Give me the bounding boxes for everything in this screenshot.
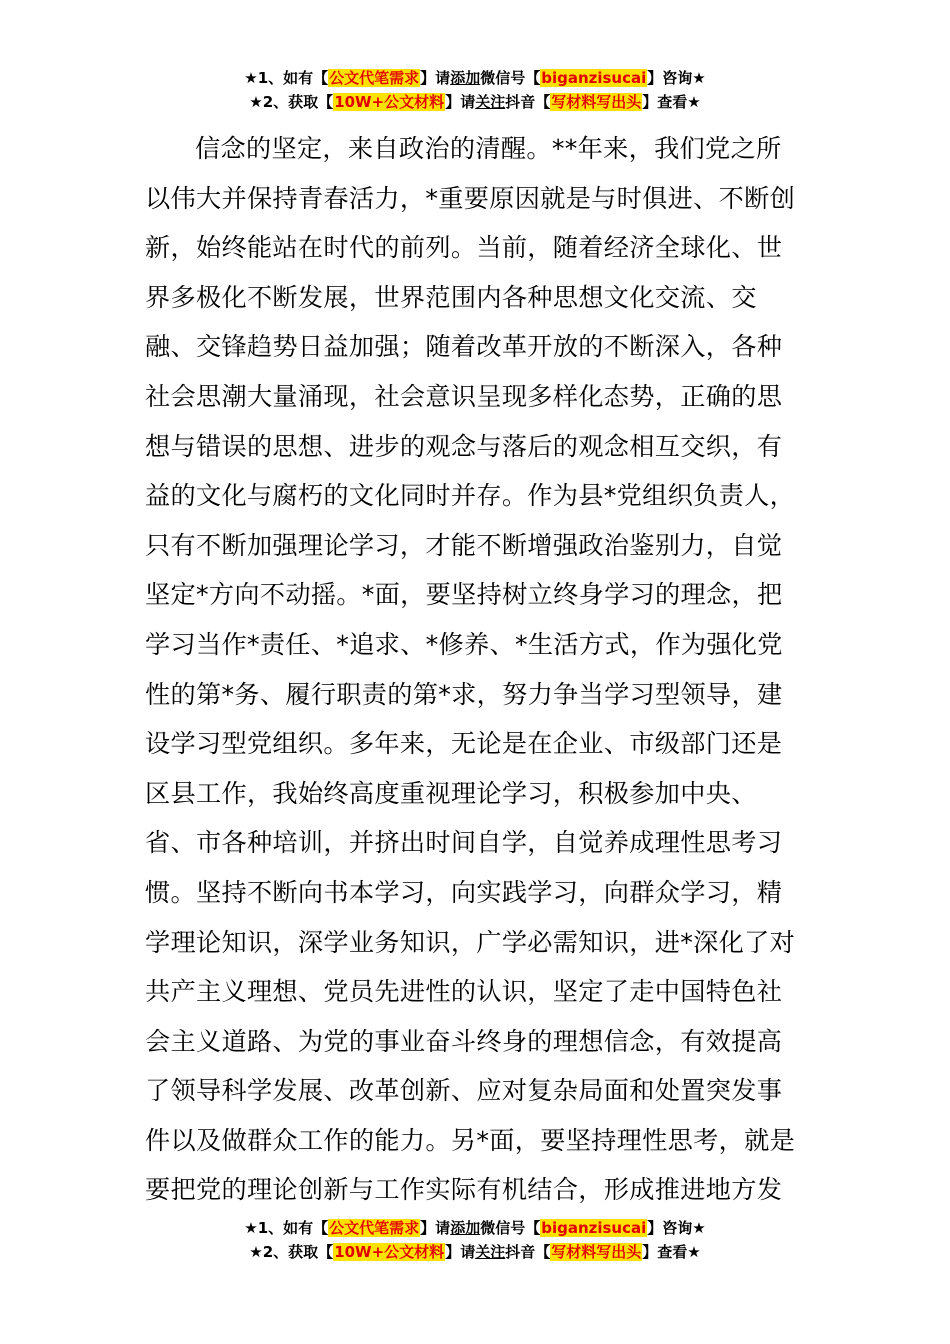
body-line: 惯。坚持不断向书本学习，向实践学习，向群众学习，精 [145,877,783,907]
body-line: 坚定*方向不动摇。*面，要坚持树立终身学习的理念，把 [145,580,783,610]
banner-text: 】请 [445,93,476,111]
body-line: 共产主义理想、党员先进性的认识，坚定了走中国特色社 [145,977,783,1007]
header-banner [0,66,950,114]
banner-text: 】请 [420,69,451,87]
banner-text: ★1、如有【 [244,1219,329,1237]
banner-underlined: 添加 [450,1219,481,1237]
banner-text: 抖音【 [505,1243,551,1261]
banner-underlined: 关注 [475,93,506,111]
body-line: 新，始终能站在时代的前列。当前，随着经济全球化、世 [145,233,783,263]
banner-underlined: 添加 [450,69,481,87]
banner-text: 】咨询★ [647,1219,706,1237]
body-line: 社会思潮大量涌现，社会意识呈现多样化态势，正确的思 [145,381,783,411]
document-body [145,124,809,1215]
body-line: 界多极化不断发展，世界范围内各种思想文化交流、交 [145,282,757,312]
banner-underlined: 关注 [475,1243,506,1261]
highlight-wechat-id: biganzisucai [541,1219,647,1237]
banner-text: 】咨询★ [647,69,706,87]
body-line: 件以及做群众工作的能力。另*面，要坚持理性思考，就是 [145,1125,796,1155]
body-line: 融、交锋趋势日益加强；随着改革开放的不断深入，各种 [145,332,783,362]
body-line: 设学习型党组织。多年来，无论是在企业、市级部门还是 [145,729,783,759]
highlight-service: 公文代笔需求 [329,69,420,87]
body-line: 只有不断加强理论学习，才能不断增强政治鉴别力，自觉 [145,530,783,560]
banner-text: 】请 [420,1219,451,1237]
body-line: 想与错误的思想、进步的观念与落后的观念相互交织，有 [145,431,783,461]
body-line: 益的文化与腐朽的文化同时并存。作为县*党组织负责人， [145,481,796,511]
highlight-materials: 10W+公文材料 [334,93,445,111]
highlight-materials: 10W+公文材料 [334,1243,445,1261]
banner-text: 微信号【 [480,69,541,87]
banner-text: 】查看★ [642,93,701,111]
banner-text: 】请 [445,1243,476,1261]
body-line: 学习当作*责任、*追求、*修养、*生活方式，作为强化党 [145,629,783,659]
highlight-wechat-id: biganzisucai [541,69,647,87]
banner-text: ★1、如有【 [244,69,329,87]
body-line: 学理论知识，深学业务知识，广学必需知识，进*深化了对 [145,927,796,957]
highlight-service: 公文代笔需求 [329,1219,420,1237]
body-line: 省、市各种培训，并挤出时间自学，自觉养成理性思考习 [145,828,783,858]
body-line: 了领导科学发展、改革创新、应对复杂局面和处置突发事 [145,1076,783,1106]
body-line: 会主义道路、为党的事业奋斗终身的理想信念，有效提高 [145,1026,783,1056]
body-line: 以伟大并保持青春活力，*重要原因就是与时俱进、不断创 [145,183,796,213]
footer-banner [0,1216,950,1264]
body-line: 性的第*务、履行职责的第*求，努力争当学习型领导，建 [145,679,783,709]
body-line: 要把党的理论创新与工作实际有机结合，形成推进地方发 [145,1175,783,1205]
banner-line-2 [0,1240,950,1264]
banner-text: 微信号【 [480,1219,541,1237]
banner-text: ★2、获取【 [249,1243,334,1261]
body-line: 区县工作，我始终高度重视理论学习，积极参加中央、 [145,778,757,808]
banner-text: 抖音【 [505,93,551,111]
body-line: 信念的坚定，来自政治的清醒。**年来，我们党之所 [195,134,782,163]
banner-line-2 [0,90,950,114]
banner-line-1 [0,1216,950,1240]
banner-text: ★2、获取【 [249,93,334,111]
highlight-douyin-id: 写材料写出头 [551,1243,642,1261]
banner-line-1 [0,66,950,90]
highlight-douyin-id: 写材料写出头 [551,93,642,111]
banner-text: 】查看★ [642,1243,701,1261]
